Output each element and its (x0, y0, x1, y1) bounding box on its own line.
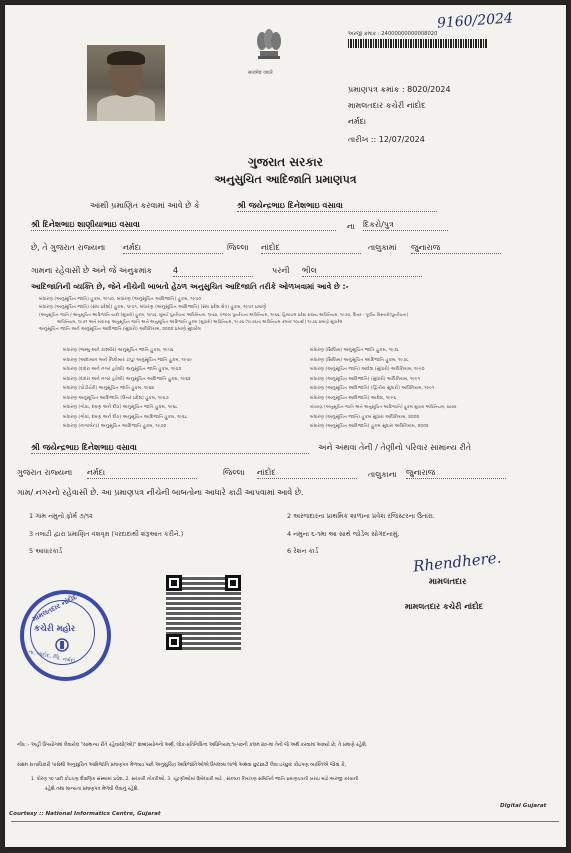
seal-emblem-icon (55, 638, 69, 652)
seal-ring-text: મામલતદાર નાંદોદ (30, 592, 79, 624)
order-line: બંધારણ (અનુસૂચિત આદિજાતિ) હુકમ સુધારા અધિનિયમ, ૨૦૦૨ (310, 424, 429, 429)
district: નર્મદા (123, 243, 223, 254)
resident-text: ગામના રહેવાસી છે અને જે અનુક્રમાંક (31, 266, 153, 275)
applicant-photo (87, 45, 165, 121)
footer-divider (11, 821, 559, 822)
official-seal (20, 590, 111, 681)
order-line: બંધારણ (દાદરા અને નગર હવેલી) અનુસૂચિત જાતિ હુકમ, ૧૯૬૨ (63, 367, 182, 372)
person-name: શ્રી જયેન્દ્રભાઇ દિનેશભાઇ વસાવા (237, 201, 437, 212)
order-line: અનુસૂચિત જાતિ અને અનુસૂચિત આદિજાતિ (સુધારો) અધિનિયમ, ૨૦૦૨ પ્રમાણે સુધારેલ (39, 327, 201, 332)
order-line: (અનુસૂચિત જાતિ / અનુસૂચિત આદિજાતિ યાદી (સુધારો) હુકમ, ૧૯૫૬, મુંબઈ પુનર્રચના અધિનિયમ, ૧૯૬૦, પંજાબ પુનર્રચના અધિનિયમ, ૧૯૬૬, હિમાચલ પ્રદેશ રાજ્ય અધિનિયમ, ૧૯૭૦, ઉત્તર - પૂર્વીય વિસ્તારો(પુનર્રચના) (39, 312, 409, 317)
tribe: ભીલ (302, 266, 422, 277)
office-line-1: મામલતદાર કચેરી નાંદોદ (348, 101, 426, 110)
note-1: નોંધ :- અહીં ઉપયોગમાં લેવાયેલ "સામાન્ય રીતે રહેવાસી(ઓ)" શબ્દપ્રયોગનો અર્થ, લોક-પ્રતિનિધિત્વ અધિનિયમ,૧૯૫૦ની કલમ ૨૦-માં તેનો જે અર્થ કરવામાં આવ્યો છે, તે પ્રમાણે રહેશે. (17, 743, 368, 748)
order-line: બંધારણ (પોંડીચેરી) અનુસૂચિત જાતિ હુકમ, ૧૯૬૪ (63, 386, 155, 391)
taluka: નાંદોદ (261, 243, 361, 254)
state-text: છે, તે ગુજરાત રાજ્યના (31, 243, 106, 252)
order-line: બંધારણ (દાદરા અને નગર હવેલી) અનુસૂચિત આદિજાતિ હુકમ, ૧૯૬૨ (63, 376, 191, 382)
orders-top (39, 296, 408, 332)
orders-right (310, 347, 457, 433)
document-item: 5 આધારકાર્ડ (29, 547, 63, 555)
note-3: 1. ધોરણ ૧૦ પછી કોઇપણ શૈક્ષણિક સંસ્થામાં પ્રવેશ, 2. સરકારી નોકરીઓ, 3. ચૂંટણીઓમાં ઉમેદવારી માટે.. સંકલન નિયંત્રણ સમિતિને જાતિ પ્રમાણપત્રની ખરાઇ માટે અરજી કરવાની (31, 777, 359, 782)
district-label-2: જિલ્લા (223, 468, 245, 477)
document-item: 6 રેશન કાર્ડ (287, 547, 319, 555)
certificate-title: અનુસુચિત આદિજાતિ પ્રમાણપત્ર (214, 173, 357, 186)
village-2: જુનારાજ (406, 468, 506, 479)
signatory-role: મામલતદાર (429, 577, 467, 587)
recognized-text: આદિજાતિની વ્યક્તિ છે, જેને નીચેની બાબતો હેઠળ અનુસુચિત આદિજાતિ તરીકે ઓળખવામાં આવે છે :- (31, 282, 349, 291)
parent-name: શ્રી દિનેશભાઇ શાણીયાભાઇ વસાવા (31, 220, 336, 231)
handwritten-application-number: 9160/2024 (436, 10, 514, 32)
certificate-number: 8020/2024 (407, 85, 451, 94)
order-line: અધિનિયમ, ૧૯૭૧ અને બંધારણ અનુસૂચિત જાતિ અને અનુસૂચિત આદિજાતિ હુકમ (સુધારો) અધિનિયમ, ૧૯૭૬ (૧૯૭૬ના અધિનિયમ ક્રમાંક ૧૦૮થી) ૧૯૭૬ પ્રમાણે સુધારેલ (57, 319, 343, 324)
order-line: બંધારણ (અનુસૂચિત આદિજાતિ) આદેશ, ૧૯૯૬ (310, 395, 397, 401)
order-line: બંધારણ (જમ્મુ અને કાશ્મીર) અનુસૂચિત જાતિ હુકમ, ૧૯૫૬ (63, 348, 174, 353)
government-title: ગુજરાત સરકાર (248, 155, 323, 169)
certificate-sheet (5, 5, 566, 847)
order-line: બંધારણ (સિક્કિમ) અનુસૂચિત જાતિ હુકમ, ૧૯૭૮ (310, 348, 400, 353)
order-line: બંધારણ (સિક્કિમ) અનુસૂચિત આદિજાતિ હુકમ, ૧૯૭૮ (310, 357, 409, 363)
seal-bottom-text: તા. નાંદોદ, જિ. નર્મદા (27, 649, 76, 665)
person-name-repeat: શ્રી જયેન્દ્રભાઇ દિનેશભાઇ વસાવા (31, 443, 309, 454)
of-label: પરની (272, 266, 290, 275)
taluka-label: તાલુકામાં (368, 243, 397, 252)
district-2: નર્મદા (87, 468, 197, 479)
qr-code (166, 575, 241, 650)
relation: દિકરો/પુત્ર (363, 220, 448, 231)
barcode (348, 39, 488, 48)
na-label: ના (347, 222, 355, 231)
order-line: બંધારણ (નાગાલેન્ડ) અનુસૂચિત આદિજાતિ હુકમ, ૧૯૭૦ (63, 424, 167, 429)
certificate-date: 12/07/2024 (378, 135, 425, 144)
barcode-label: અરજી ક્રમાંક : 24000000000008020 (348, 31, 438, 37)
basis-text: ગામ/ નગરનો રહેવાસી છે. આ પ્રમાણપત્ર નીચેની બાબતોના આધારે કાઢી આપવામાં આવે છે. (17, 488, 304, 497)
certify-text: આથી પ્રમાણિત કરવામાં આવે છે કે (90, 201, 200, 210)
state-emblem-icon (252, 27, 286, 69)
order-line: બંધારણ (આંદામાન અને નિકોબાર ટાપુ) અનુસૂચિત જાતિ હુકમ, ૧૯૫૯ (63, 357, 193, 363)
order-line: બંધારણ (અનુસૂચિત જાતિ) હુકમ સુધારા અધિનિયમ, ૨૦૦૨ (310, 414, 420, 420)
state-text-2: ગુજરાત રાજ્યના (17, 468, 73, 477)
officer-signature: Rhendhere. (412, 548, 503, 576)
order-line: બંધારણ (અનુસૂચિત આદિજાતિ) (સુધારો) અધિનિયમ, ૧૯૯૧ (310, 376, 421, 382)
district-label: જિલ્લા (227, 243, 249, 252)
order-line: બંધારણ (અનુસૂચિત જાતિ) હુકમ, ૧૯૫૦, બંધારણ (અનુસૂચિત આદિજાતિ) હુકમ, ૧૯૫૦ (39, 297, 202, 302)
family-text: અને અથવા તેની / તેણીનો પરિવાર સામાન્ય રીતે (318, 443, 472, 452)
note-4: રહેશે તથા માન્યતા પ્રમાણપત્ર મેળવી લેવાનું રહેશે. (45, 787, 139, 792)
document-item: 1 ગામ નમુનો ફોર્મ ૭/૧૨ (29, 512, 93, 520)
orders-left (63, 347, 192, 433)
order-line: બંધારણ (અનુસૂચિત જાતિ અને અનુસૂચિત આદિજાતિ) હુકમ સુધારા અધિનિયમ, ૨૦૦૨ (310, 404, 457, 409)
certificate-number-row: પ્રમાણપત્ર ક્રમાંક : 8020/2024 (348, 85, 451, 94)
document-item: 2 અરજદારના પ્રાથમિક શાળાના પ્રવેશ રજિસ્ટરના ઉતારા. (287, 512, 435, 520)
document-item: 3 તલાટી દ્વારા પ્રમાણિત વંશવૃક્ષ (પરદાદાથી શરૂઆત કરીને.) (29, 530, 184, 538)
serial-number: 4 (173, 266, 253, 277)
emblem-caption: सत्यमेव जयते (248, 70, 273, 76)
order-line: બંધારણ (અનુસૂચિત આદિજાતિ) (દ્વિતીય સુધારો) અધિનિયમ, ૧૯૯૧ (310, 386, 435, 391)
document-item: 4 નમુના ૬-૧મા આ સાથે જોડેલ સોગંદનામું. (287, 530, 400, 538)
office-line-2: નર્મદા (348, 117, 367, 126)
village: જુનારાજ (411, 243, 501, 254)
order-line: બંધારણ (અનુસૂચિત જાતિ) આદેશ (સુધારો) અધિનિયમ, ૧૯૯૦ (310, 367, 425, 372)
order-line: બંધારણ અનુસૂચિત આદિજાતિ (ઉત્તર પ્રદેશ) હુકમ, ૧૯૬૭ (63, 395, 169, 401)
order-line: બંધારણ (ગોવા, દમણ અને દીવ) અનુસૂચિત જાતિ હુકમ, ૧૯૬૮ (63, 405, 178, 410)
taluka-2: નાંદોદ (257, 468, 357, 479)
taluka-label-2: તાલુકાના (368, 470, 397, 479)
note-2: સક્ષમ સત્તાધિકારી પાસેથી અનુસુચિત આદિજાતિ પ્રમાણપત્ર મેળવ્યા પછી અનુસુચિત આદિજાતિઓએ ઉપલબ્ધ લાભો અથવા છુટછાટો લેવા ઇચ્છુક કોઇપણ વ્યક્તિએ જોવા કે, (17, 763, 347, 768)
footer-brand: Digital Gujarat (500, 803, 547, 809)
certificate-date-row: તારીખ :: 12/07/2024 (348, 135, 425, 144)
order-line: બંધારણ (અનુસૂચિત જાતિ) (સંઘ પ્રદેશો) હુકમ, ૧૯૫૧, બંધારણ (અનુસૂચિત આદિજાતિ) (સંઘ પ્રદેશ ક્ષેત્ર) હુકમ, ૧૯૫૧ પ્રમાણે (39, 305, 267, 310)
seal-center-text: કચેરી મહોર (34, 624, 76, 634)
order-line: બંધારણ (ગોવા, દમણ અને દીવ) અનુસૂચિત આદિજાતિ હુકમ, ૧૯૬૮ (63, 414, 188, 420)
signatory-office: મામલતદાર કચેરી નાંદોદ (405, 602, 484, 611)
footer-courtesy: Courtesy :: National Informatics Centre, Gujarat (9, 811, 161, 817)
